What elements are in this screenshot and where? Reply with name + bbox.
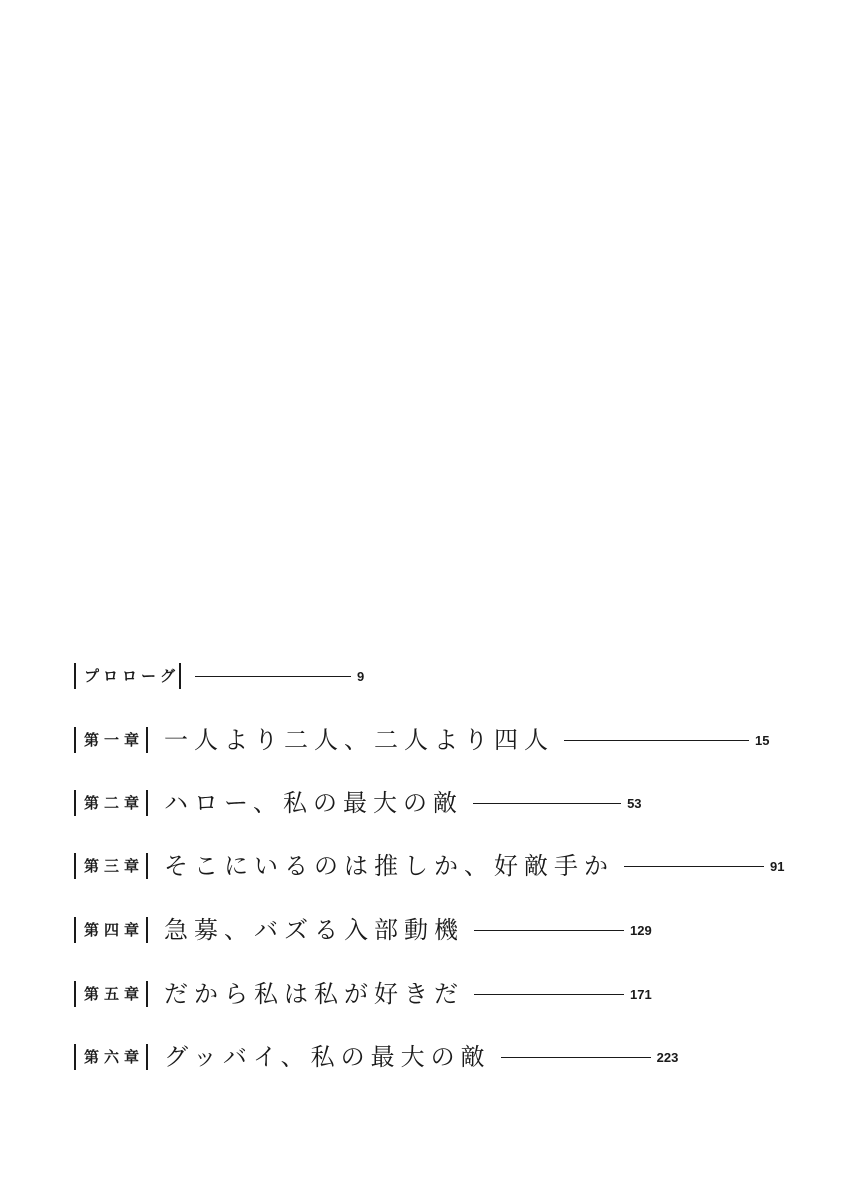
label-bar-right <box>179 663 181 689</box>
page-number: 15 <box>755 732 770 748</box>
leader-line <box>195 676 351 677</box>
label-bar-right <box>146 981 148 1007</box>
chapter-label: 第二章 <box>84 793 145 812</box>
page-number: 91 <box>770 858 785 874</box>
leader-line <box>474 994 624 995</box>
chapter-label: 第三章 <box>84 856 145 875</box>
chapter-label: 第四章 <box>84 920 145 939</box>
toc-entry-prologue <box>74 659 364 693</box>
toc-entry-chapter-4 <box>74 913 652 947</box>
toc-entry-chapter-6 <box>74 1040 678 1074</box>
chapter-label: 第六章 <box>84 1047 145 1066</box>
leader-line <box>474 930 624 931</box>
toc-entry-chapter-2 <box>74 786 642 820</box>
label-bar-right <box>146 853 148 879</box>
chapter-title: 急募、バズる入部動機 <box>164 916 465 944</box>
label-bar-right <box>146 727 148 753</box>
page-number: 223 <box>656 1049 679 1065</box>
chapter-title: ハロー、私の最大の敵 <box>164 789 464 817</box>
page-number: 129 <box>630 922 652 938</box>
chapter-title: そこにいるのは推しか、好敵手か <box>164 852 615 880</box>
leader-line <box>564 740 749 741</box>
chapter-title: 一人より二人、二人より四人 <box>164 726 555 754</box>
chapter-title: グッバイ、私の最大の敵 <box>164 1043 491 1071</box>
label-bar-right <box>146 917 148 943</box>
leader-line <box>624 866 764 867</box>
toc-entry-chapter-1 <box>74 723 769 757</box>
leader-line <box>473 803 621 804</box>
prologue-label: プロローグ <box>84 666 180 685</box>
page-number: 171 <box>630 986 652 1002</box>
toc-entry-chapter-5 <box>74 977 652 1011</box>
page-number: 53 <box>627 795 642 811</box>
chapter-label: 第五章 <box>84 984 145 1003</box>
chapter-title: だから私は私が好きだ <box>164 980 465 1008</box>
chapter-label: 第一章 <box>84 730 145 749</box>
leader-line <box>501 1057 651 1058</box>
label-bar-right <box>146 1044 148 1070</box>
label-bar-right <box>146 790 148 816</box>
page-number: 9 <box>357 668 365 684</box>
toc-entry-chapter-3 <box>74 849 784 883</box>
